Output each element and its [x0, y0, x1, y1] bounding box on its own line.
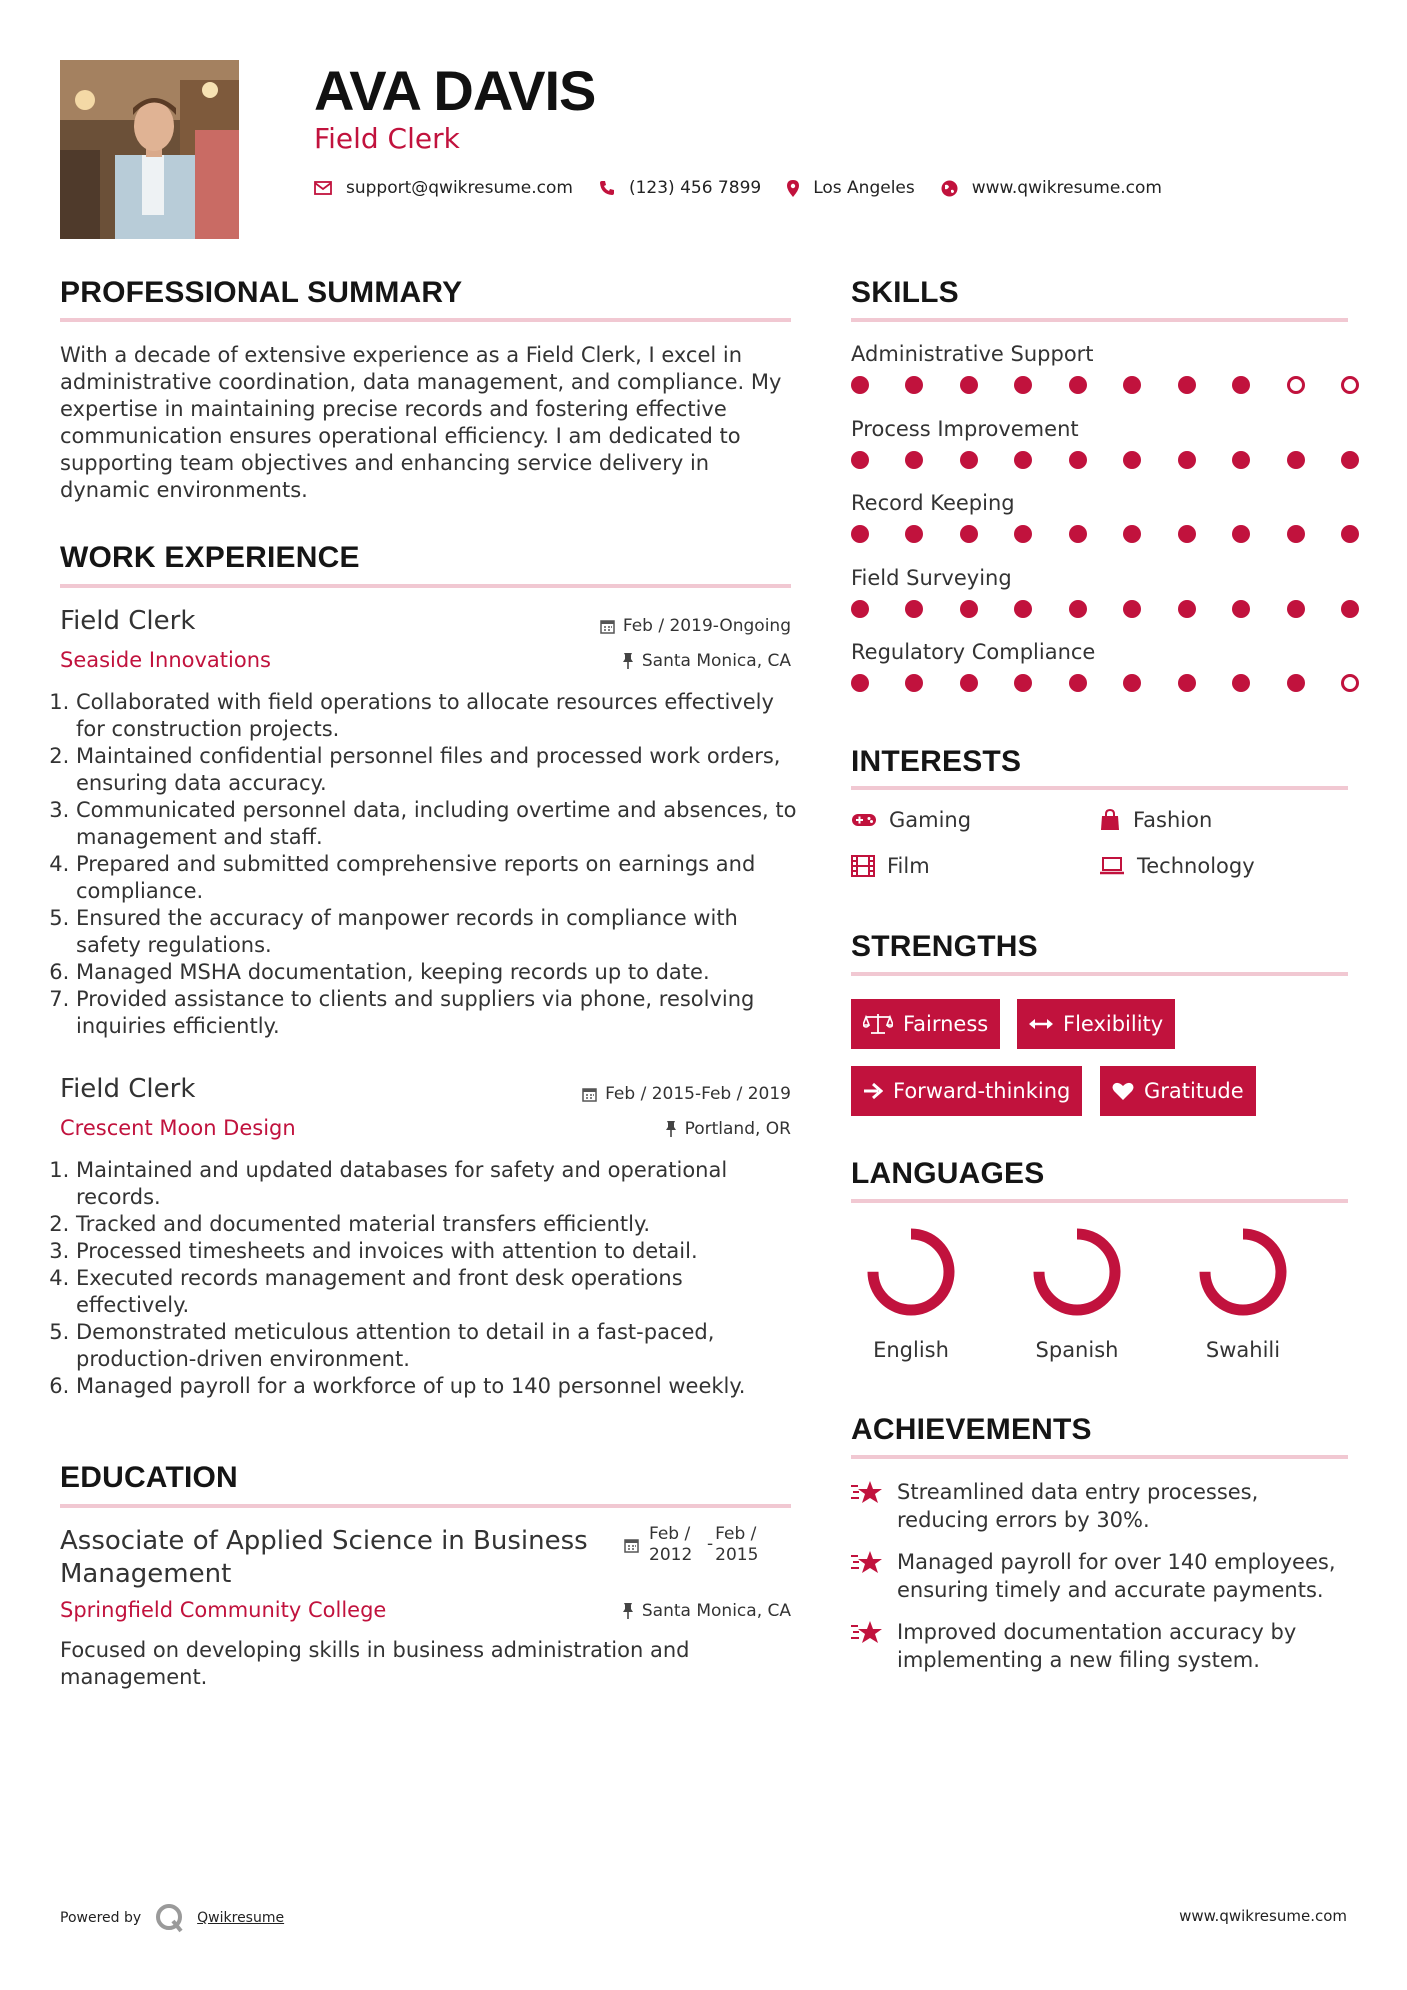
contact-phone-text: (123) 456 7899 [628, 178, 762, 198]
job-company: Seaside Innovations [60, 648, 271, 672]
duty-item: 1. Collaborated with field operations to allocate resources effectively for construction projects. [76, 689, 806, 743]
rating-dot-filled [1341, 600, 1359, 618]
language-level-ring [1029, 1224, 1125, 1320]
rating-dot-filled [1341, 525, 1359, 543]
arrow-right-icon [863, 1082, 883, 1100]
duty-item: 2. Tracked and documented material transfers efficiently. [76, 1211, 776, 1238]
skills-divider [851, 318, 1348, 322]
strength-fairness [851, 999, 1000, 1049]
education-dates [624, 1524, 773, 1566]
strength-gratitude [1100, 1066, 1256, 1116]
rating-dot-filled [1014, 600, 1032, 618]
duty-item: 2. Maintained confidential personnel files and processed work orders, ensuring data accuracy. [76, 743, 806, 797]
job-location-text: Portland, OR [684, 1119, 791, 1139]
achievement-text: Streamlined data entry processes, reducing errors by 30%. [897, 1480, 1259, 1532]
skill-rating [851, 376, 1359, 394]
achievements-heading: ACHIEVEMENTS [851, 1413, 1092, 1446]
achievement-item [851, 1618, 1351, 1674]
envelope-icon [314, 181, 332, 195]
contact-email[interactable] [314, 178, 573, 198]
job-duties-list [58, 689, 806, 1040]
rating-dot-filled [1287, 600, 1305, 618]
contact-location-text: Los Angeles [813, 178, 915, 198]
film-icon [851, 855, 875, 877]
skill-row [851, 566, 1359, 641]
rating-dot-filled [1287, 674, 1305, 692]
globe-icon [941, 180, 958, 197]
duty-item: 4. Executed records management and front desk operations effectively. [76, 1265, 776, 1319]
duty-item: 6. Managed payroll for a workforce of up to 140 personnel weekly. [76, 1373, 776, 1400]
summary-text: With a decade of extensive experience as a Field Clerk, I excel in administrative coordination, data management, and compliance. My expertise in maintaining precise records and fostering effective communication ensures operational efficiency. I am dedicated to supporting team objectives and enhancing service delivery in dynamic environments. [60, 343, 782, 502]
rating-dot-filled [1178, 525, 1196, 543]
gamepad-icon [851, 812, 877, 828]
skills-heading: SKILLS [851, 276, 959, 309]
rating-dot-filled [1178, 451, 1196, 469]
star-icon [851, 1480, 883, 1506]
rating-dot-filled [1069, 376, 1087, 394]
rating-dot-filled [1123, 525, 1141, 543]
rating-dot-filled [960, 525, 978, 543]
achievements-divider [851, 1455, 1348, 1459]
candidate-title: Field Clerk [314, 122, 460, 155]
language-level-arc [873, 1234, 949, 1310]
contact-location [787, 178, 915, 198]
rating-dot-empty [1341, 674, 1359, 692]
skill-row [851, 417, 1359, 492]
rating-dot-filled [960, 451, 978, 469]
strengths-heading: STRENGTHS [851, 930, 1038, 963]
duty-item: 3. Communicated personnel data, including overtime and absences, to management and staff. [76, 797, 806, 851]
rating-dot-filled [851, 674, 869, 692]
rating-dot-filled [905, 674, 923, 692]
phone-icon [599, 180, 615, 196]
interest-label: Gaming [889, 808, 972, 832]
strength-flexibility [1017, 999, 1175, 1049]
interest-fashion [1099, 808, 1212, 832]
rating-dot-filled [1123, 376, 1141, 394]
rating-dot-filled [1232, 674, 1250, 692]
contact-email-text: support@qwikresume.com [346, 178, 573, 198]
rating-dot-filled [1178, 674, 1196, 692]
rating-dot-filled [1341, 451, 1359, 469]
achievement-item [851, 1478, 1351, 1534]
duty-item: 7. Provided assistance to clients and suppliers via phone, resolving inquiries efficiently. [76, 986, 806, 1040]
education-location-text: Santa Monica, CA [641, 1601, 791, 1621]
star-icon [851, 1620, 883, 1646]
job-dates-text: Feb / 2019-Ongoing [622, 616, 791, 636]
rating-dot-filled [1287, 451, 1305, 469]
map-marker-icon [787, 180, 799, 197]
language-level-ring [1195, 1224, 1291, 1320]
language-item [1007, 1224, 1147, 1362]
duty-item: 5. Demonstrated meticulous attention to detail in a fast-paced, production-driven environment. [76, 1319, 776, 1373]
language-name: Swahili [1205, 1338, 1281, 1362]
strength-label: Fairness [903, 1012, 989, 1036]
education-date-end: Feb / 2015 [715, 1524, 759, 1565]
rating-dot-empty [1341, 376, 1359, 394]
calendar-icon [624, 1538, 639, 1553]
rating-dot-filled [1014, 674, 1032, 692]
calendar-icon [582, 1087, 597, 1102]
rating-dot-filled [1232, 600, 1250, 618]
rating-dot-filled [960, 600, 978, 618]
summary-divider [60, 318, 791, 322]
skill-rating [851, 674, 1359, 692]
rating-dot-filled [1178, 600, 1196, 618]
rating-dot-filled [1123, 451, 1141, 469]
languages-divider [851, 1199, 1348, 1203]
skill-row [851, 491, 1359, 566]
candidate-name: AVA DAVIS [314, 59, 596, 122]
rating-dot-filled [1123, 600, 1141, 618]
skill-name: Record Keeping [851, 491, 1015, 516]
rating-dot-filled [1069, 525, 1087, 543]
interests-heading: INTERESTS [851, 745, 1022, 778]
rating-dot-filled [851, 525, 869, 543]
experience-heading: WORK EXPERIENCE [60, 541, 360, 574]
duty-item: 3. Processed timesheets and invoices with attention to detail. [76, 1238, 776, 1265]
rating-dot-filled [1014, 451, 1032, 469]
rating-dot-filled [1232, 451, 1250, 469]
job-location [665, 1119, 791, 1139]
interest-film [851, 854, 930, 878]
contact-bar [314, 178, 1188, 198]
language-level-ring [863, 1224, 959, 1320]
heart-icon [1112, 1081, 1134, 1101]
duty-item: 4. Prepared and submitted comprehensive reports on earnings and compliance. [76, 851, 806, 905]
achievement-item [851, 1548, 1351, 1604]
skills-list [851, 342, 1359, 700]
job-dates [582, 1084, 791, 1104]
rating-dot-filled [1069, 600, 1087, 618]
job-location-text: Santa Monica, CA [641, 651, 791, 671]
skill-row [851, 342, 1359, 417]
duty-item: 5. Ensured the accuracy of manpower records in compliance with safety regulations. [76, 905, 806, 959]
rating-dot-filled [905, 451, 923, 469]
language-level-arc [1039, 1234, 1115, 1310]
rating-dot-filled [1232, 376, 1250, 394]
education-heading: EDUCATION [60, 1461, 238, 1494]
education-divider [60, 1504, 791, 1508]
job-location [622, 651, 791, 671]
skill-name: Process Improvement [851, 416, 1079, 441]
skill-rating [851, 600, 1359, 618]
languages-list [841, 1224, 1313, 1362]
rating-dot-filled [1123, 674, 1141, 692]
shopping-bag-icon [1099, 809, 1121, 831]
education-location [622, 1601, 791, 1621]
footer-powered-by [60, 1903, 284, 1933]
pushpin-icon [665, 1121, 677, 1137]
achievement-text: Managed payroll for over 140 employees, ensuring timely and accurate payments. [897, 1550, 1336, 1602]
skill-name: Administrative Support [851, 342, 1094, 366]
interest-gaming [851, 808, 971, 832]
skill-name: Regulatory Compliance [851, 640, 1096, 665]
rating-dot-filled [851, 376, 869, 394]
skill-rating [851, 451, 1359, 469]
skill-rating [851, 525, 1359, 543]
strengths-divider [851, 972, 1348, 976]
contact-website[interactable] [941, 178, 1162, 198]
powered-by-label: Powered by [60, 1910, 142, 1926]
job-title: Field Clerk [60, 606, 196, 636]
rating-dot-filled [905, 600, 923, 618]
language-item [1173, 1224, 1313, 1362]
pushpin-icon [622, 653, 634, 669]
duty-item: 1. Maintained and updated databases for safety and operational records. [76, 1157, 776, 1211]
footer-url[interactable]: www.qwikresume.com [1179, 1907, 1347, 1925]
education-date-separator: - [707, 1534, 714, 1554]
education-description: Focused on developing skills in business administration and management. [60, 1638, 690, 1689]
skill-name: Field Surveying [851, 565, 1012, 590]
interest-label: Film [887, 854, 930, 878]
strength-label: Gratitude [1144, 1079, 1244, 1103]
strength-label: Forward-thinking [893, 1079, 1071, 1103]
pushpin-icon [622, 1603, 634, 1619]
job-title: Field Clerk [60, 1074, 196, 1104]
star-icon [851, 1550, 883, 1576]
achievement-text: Improved documentation accuracy by implementing a new filing system. [897, 1620, 1297, 1672]
job-company: Crescent Moon Design [60, 1116, 296, 1140]
rating-dot-filled [905, 376, 923, 394]
job-duties-list [58, 1157, 776, 1400]
contact-website-text: www.qwikresume.com [971, 178, 1162, 198]
job-dates-text: Feb / 2015-Feb / 2019 [605, 1084, 791, 1104]
language-level-arc [1205, 1234, 1281, 1310]
rating-dot-filled [1232, 525, 1250, 543]
education-date-start: Feb / 2012 [649, 1524, 693, 1565]
rating-dot-filled [1287, 525, 1305, 543]
rating-dot-empty [1287, 376, 1305, 394]
job-dates [600, 616, 791, 636]
language-name: Spanish [1035, 1338, 1119, 1362]
rating-dot-filled [905, 525, 923, 543]
skill-row [851, 640, 1359, 700]
brand-link[interactable]: Qwikresume [197, 1910, 285, 1926]
qwikresume-logo-icon [155, 1903, 185, 1933]
language-name: English [873, 1338, 949, 1362]
balance-scale-icon [863, 1013, 893, 1035]
rating-dot-filled [960, 674, 978, 692]
education-school: Springfield Community College [60, 1598, 387, 1622]
rating-dot-filled [851, 451, 869, 469]
profile-photo [60, 60, 239, 239]
rating-dot-filled [1014, 525, 1032, 543]
duty-item: 6. Managed MSHA documentation, keeping records up to date. [76, 959, 806, 986]
experience-divider [60, 584, 791, 588]
strength-label: Flexibility [1063, 1012, 1164, 1036]
arrows-horizontal-icon [1029, 1017, 1053, 1031]
contact-phone[interactable] [599, 178, 761, 198]
rating-dot-filled [960, 376, 978, 394]
rating-dot-filled [851, 600, 869, 618]
laptop-icon [1099, 856, 1125, 876]
rating-dot-filled [1014, 376, 1032, 394]
rating-dot-filled [1069, 674, 1087, 692]
interest-label: Technology [1137, 854, 1255, 878]
interest-label: Fashion [1133, 808, 1213, 832]
languages-heading: LANGUAGES [851, 1157, 1045, 1190]
interests-divider [851, 786, 1348, 790]
language-item [841, 1224, 981, 1362]
rating-dot-filled [1178, 376, 1196, 394]
education-degree: Associate of Applied Science in Business Management [60, 1526, 588, 1589]
rating-dot-filled [1069, 451, 1087, 469]
interest-technology [1099, 854, 1255, 878]
calendar-icon [600, 619, 615, 634]
summary-heading: PROFESSIONAL SUMMARY [60, 276, 463, 309]
strength-forward-thinking [851, 1066, 1082, 1116]
